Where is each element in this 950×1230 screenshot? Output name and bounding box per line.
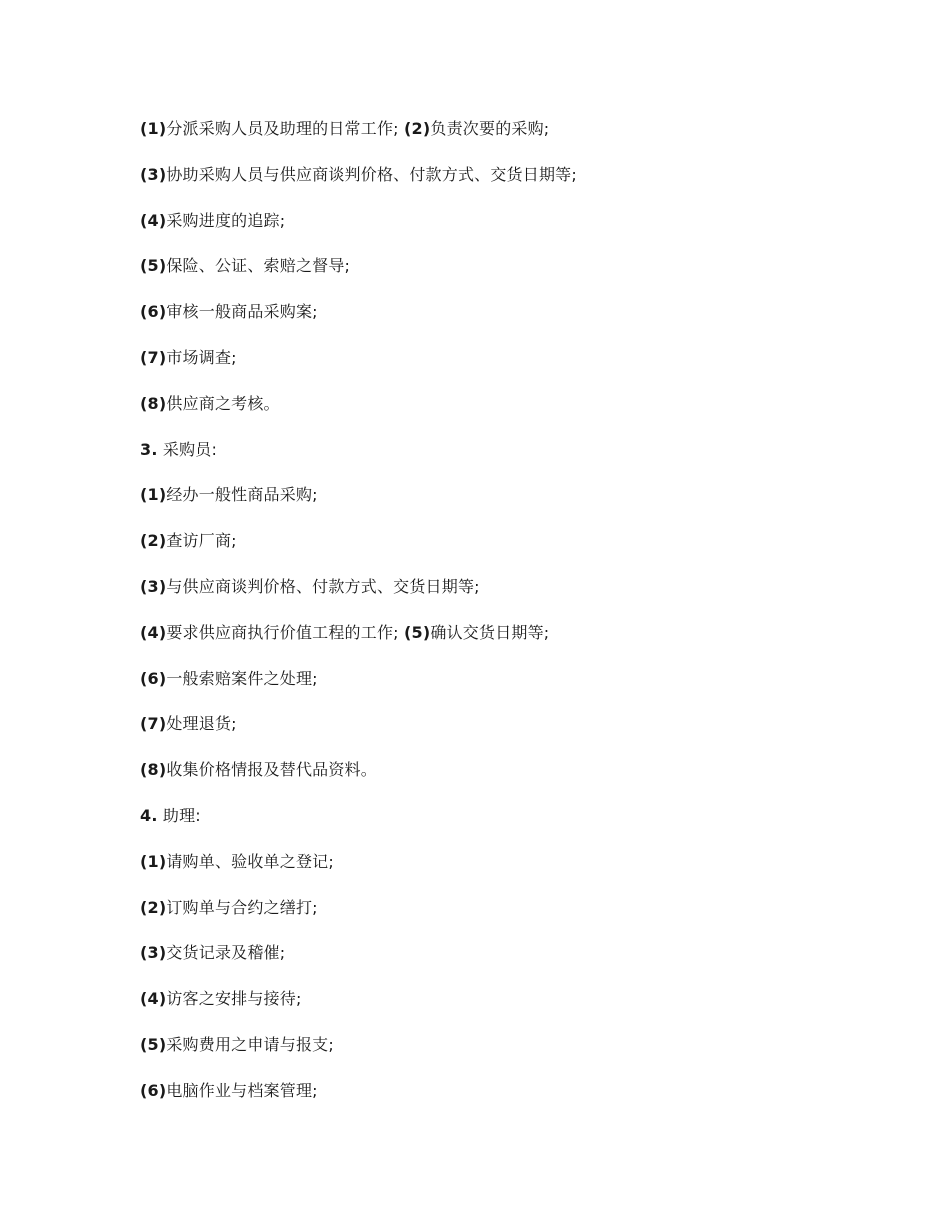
item-text: 确认交货日期等; [430,622,550,642]
document-line [140,1033,860,1079]
item-number: (3) [140,943,167,963]
document-line [140,1079,860,1125]
item-text: 电脑作业与档案管理; [166,1080,318,1100]
item-number: (3) [140,164,167,184]
item-text: 一般索赔案件之处理; [166,668,318,688]
document-line [140,667,860,713]
document-line [140,575,860,621]
item-number: (6) [140,302,167,322]
document-line [140,987,860,1033]
item-text: 协助采购人员与供应商谈判价格、付款方式、交货日期等; [166,164,577,184]
document-line [140,896,860,942]
item-text: 市场调查; [166,347,237,367]
item-text: 采购员: [157,439,218,459]
item-text: 分派采购人员及助理的日常工作; [166,119,405,138]
item-text: 采购费用之申请与报支; [166,1034,334,1054]
item-text: 订购单与合约之缮打; [166,897,318,917]
document-line [140,850,860,896]
item-text: 处理退货; [166,714,237,734]
item-number: (2) [140,897,167,917]
document-line [140,163,860,209]
item-text: 经办一般性商品采购; [166,485,318,505]
document-line [140,346,860,392]
document-line [140,804,860,850]
item-number: (8) [140,393,167,413]
item-text: 访客之安排与接待; [166,989,302,1009]
document-line [140,758,860,804]
item-text: 助理: [157,805,201,825]
item-number: (1) [140,851,167,871]
item-number: (7) [140,347,167,367]
item-text: 查访厂商; [166,531,237,551]
item-text: 请购单、验收单之登记; [166,851,334,871]
item-text: 收集价格情报及替代品资料。 [166,760,377,780]
item-text: 采购进度的追踪; [166,210,286,230]
document-line [140,392,860,438]
document-line [140,712,860,758]
document-line [140,438,860,484]
document-line [140,621,860,667]
item-number: (4) [140,210,167,230]
item-number: (5) [140,256,167,276]
item-number: (1) [140,485,167,505]
document-line [140,209,860,255]
item-number: (5) [140,1034,167,1054]
item-text: 审核一般商品采购案; [166,302,318,322]
item-text: 与供应商谈判价格、付款方式、交货日期等; [166,576,480,596]
document-line [140,529,860,575]
item-number: (2) [140,531,167,551]
item-number: (8) [140,760,167,780]
document-line [140,483,860,529]
item-text: 要求供应商执行价值工程的工作; [166,622,405,642]
item-text: 交货记录及稽催; [166,943,286,963]
document-line [140,941,860,987]
item-number: (4) [140,989,167,1009]
document-body [140,117,860,1125]
item-number: (6) [140,1080,167,1100]
item-text: 负责次要的采购; [430,119,550,138]
item-number: (4) [140,622,167,642]
item-text: 供应商之考核。 [166,393,280,413]
item-number: (3) [140,576,167,596]
item-text: 保险、公证、索赔之督导; [166,256,351,276]
item-number: (7) [140,714,167,734]
item-number: 3. [140,439,158,459]
item-number: (6) [140,668,167,688]
document-line [140,300,860,346]
item-number: (1) [140,119,167,138]
item-number: (2) [404,119,431,138]
document-line [140,254,860,300]
item-number: (5) [404,622,431,642]
document-line [140,117,860,163]
item-number: 4. [140,805,158,825]
